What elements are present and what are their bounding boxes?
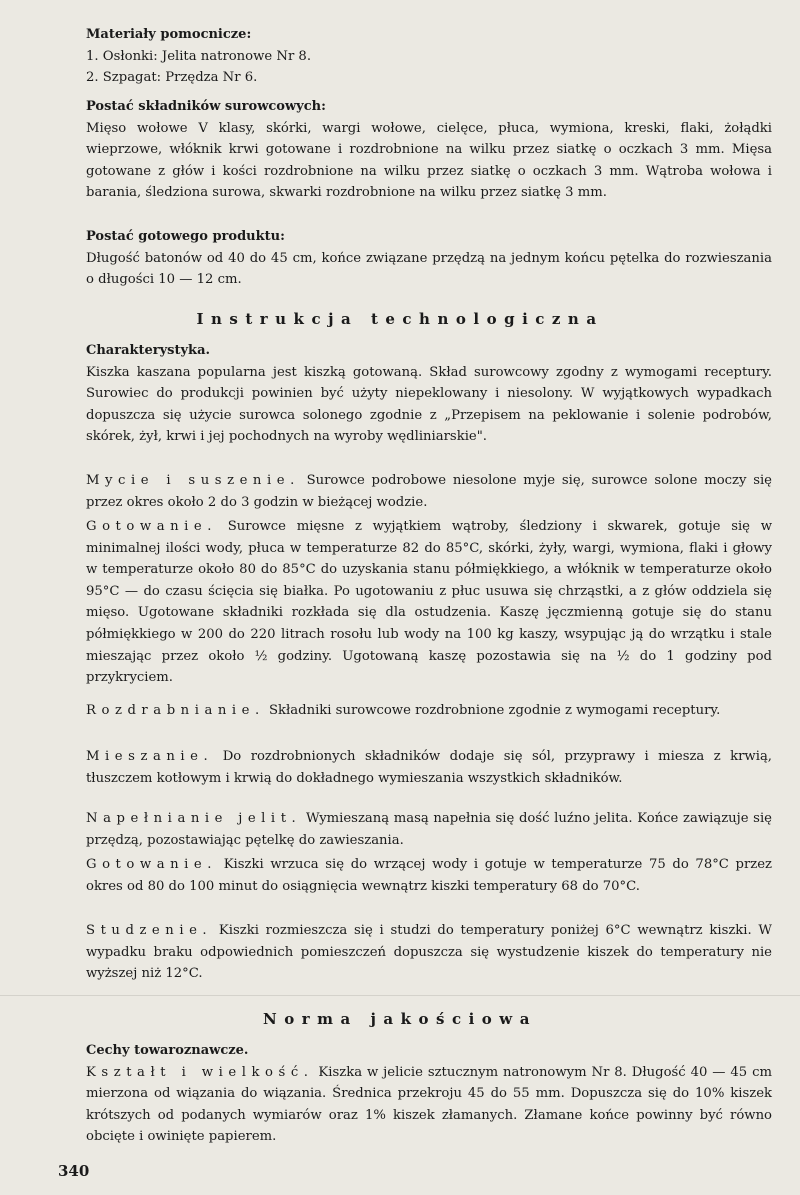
step-text: Surowce mięsne z wyjątkiem wątroby, śledziony i skwarek, gotuje się w minimalnej ilości wody, płuca w temperaturze 82 do 85°C, skórki, żyły, wargi, wymiona, flaki i głowy w temperaturze około 80 do 85°C do uzyskania stanu półmiękkiego, a włóknik w temperaturze około 95°C — do czasu ścięcia się białka. Po ugotowaniu z płuc usuwa się chrząstki, a z głów oddziela się mięso. Ugotowane składniki rozkłada się dla ostudzenia. Kaszę jęczmienną gotuje się do stanu półmiękkiego w 200 do 220 litrach rosołu lub wody na 100 kg kaszy, wsypując ją do wrzątku i stale mieszając przez około ½ godziny. Ugotowaną kaszę pozostawia się na ½ do 1 godziny pod przykryciem. (86, 519, 772, 686)
step-label: Gotowanie. (86, 519, 218, 534)
step-label: Mieszanie. (86, 749, 214, 764)
step-label: Studzenie. (86, 923, 213, 938)
step-label: Rozdrabnianie. (86, 703, 265, 718)
materials-section (86, 24, 772, 89)
instruction-title: Instrukcja technologiczna (196, 310, 604, 328)
materials-heading: Materiały pomocnicze: (86, 27, 252, 42)
section-divider (0, 995, 800, 996)
characteristics-section (86, 340, 772, 448)
step-grinding (86, 700, 772, 722)
step-text: Kiszki rozmieszcza się i studzi do temperatury poniżej 6°C wewnątrz kiszki. W wypadku braku odpowiednich pomieszczeń dopuszcza się wystudzenie kiszek do temperatury nie wyższej niż 12°C. (86, 923, 772, 982)
step-label: Napełnianie jelit. (86, 811, 302, 826)
finished-product-text: Długość batonów od 40 do 45 cm, końce związane przędzą na jednym końcu pętelka do rozwieszania o długości 10 — 12 cm. (86, 250, 772, 288)
step-cooking (86, 516, 772, 689)
step-text: Kiszki wrzuca się do wrzącej wody i gotuje w temperaturze 75 do 78°C przez okres od 80 do 100 minut do osiągnięcia wewnątrz kiszki temperatury 68 do 70°C. (86, 857, 772, 894)
finished-product-section (86, 226, 772, 291)
page-number: 340 (58, 1162, 90, 1180)
shape-text: Kiszka w jelicie sztucznym natronowym Nr 8. Długość 40 — 45 cm mierzona od wiązania do wiązania. Średnica przekroju 45 do 55 mm. Dopuszcza się do 10% kiszek krótszych od podanych wymiarów oraz 1% kiszek złamanych. Złamane końce powinny być równo obcięte i owinięte papierem. (86, 1064, 772, 1145)
step-text: Wymieszaną masą napełnia się dość luźno jelita. Końce zawiązuje się przędzą, pozostawiając pętelkę do zawieszania. (86, 811, 772, 848)
step-label: Mycie i suszenie. (86, 473, 300, 488)
quality-norm-title: Norma jakościowa (263, 1010, 537, 1028)
shape-label: Kształt i wielkość. (86, 1064, 314, 1080)
characteristics-heading: Charakterystyka. (86, 343, 211, 358)
raw-ingredients-text: Mięso wołowe V klasy, skórki, wargi wołowe, cielęce, płuca, wymiona, kreski, flaki, żołądki wieprzowe, włóknik krwi gotowane i rozdrobnione na wilku przez siatkę o oczkach 3 mm. Mięsa gotowane z głów i kości rozdrobnione na wilku przez siatkę o oczkach 3 mm. Wątroba wołowa i barania, śledziona surowa, skwarki rozdrobnione na wilku przez siatkę 3 mm. (86, 120, 772, 201)
step-washing (86, 470, 772, 513)
raw-ingredients-section (86, 96, 772, 204)
materials-item-2: 2. Szpagat: Przędza Nr 6. (86, 70, 258, 86)
step-mixing (86, 746, 772, 789)
step-filling (86, 808, 772, 851)
merchandise-features-section (86, 1040, 772, 1148)
finished-product-heading: Postać gotowego produktu: (86, 229, 285, 244)
merchandise-features-heading: Cechy towaroznawcze. (86, 1043, 249, 1058)
step-text: Do rozdrobnionych składników dodaje się sól, przyprawy i miesza z krwią, tłuszczem kotłowym i krwią do dokładnego wymieszania wszystkich składników. (86, 749, 772, 786)
step-boiling (86, 854, 772, 897)
step-label: Gotowanie. (86, 857, 218, 872)
step-text: Składniki surowcowe rozdrobnione zgodnie z wymogami receptury. (268, 703, 721, 718)
characteristics-text: Kiszka kaszana popularna jest kiszką gotowaną. Skład surowcowy zgodny z wymogami receptury. Surowiec do produkcji powinien być użyty niepeklowany i niesolony. W wyjątkowych wypadkach dopuszcza się użycie surowca solonego zgodnie z „Przepisem na peklowanie i solenie podrobów, skórek, żył, krwi i jej pochodnych na wyroby wędliniarskie". (86, 364, 772, 445)
materials-item-1: 1. Osłonki: Jelita natronowe Nr 8. (86, 48, 312, 64)
raw-ingredients-heading: Postać składników surowcowych: (86, 99, 326, 114)
step-text: Surowce podrobowe niesolone myje się, surowce solone moczy się przez okres około 2 do 3 godzin w bieżącej wodzie. (86, 473, 772, 510)
step-cooling (86, 920, 772, 985)
